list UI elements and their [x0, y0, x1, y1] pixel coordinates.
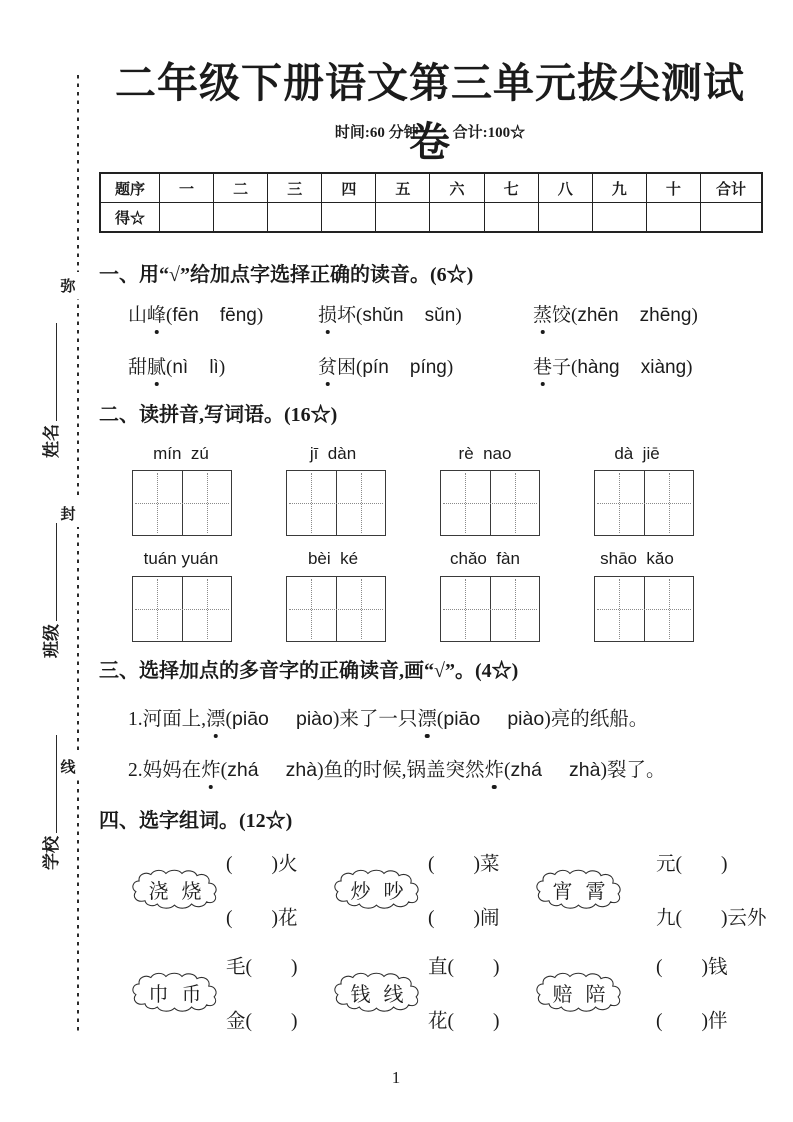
seal-char: 线	[53, 753, 83, 780]
pinyin-word-label: rè nao	[458, 444, 512, 463]
choice-blanks	[656, 951, 728, 1033]
choice-char: 币	[181, 983, 202, 1006]
score-col-11: 合计	[701, 173, 763, 203]
choice-char: 赔	[552, 983, 573, 1006]
total-score-label: 合计:100☆	[452, 125, 526, 141]
score-col-8: 八	[538, 173, 592, 203]
pronunciation-item: 蒸饺(zhēn zhēng)	[533, 300, 778, 327]
score-col-1: 一	[160, 173, 214, 203]
grid-cell	[490, 577, 540, 641]
grid-cell	[287, 471, 336, 535]
choice-blank-bottom: ( )闹	[428, 908, 500, 929]
word-choice-group	[332, 845, 534, 933]
grid-cell	[133, 577, 182, 641]
choice-blank-top: 毛( )	[226, 957, 298, 978]
score-empty-cell	[592, 203, 646, 233]
dotted-char: 炸	[201, 754, 221, 782]
pinyin-word-label: bèi ké	[307, 549, 359, 568]
score-col-10: 十	[646, 173, 700, 203]
seal-char: 弥	[53, 272, 83, 299]
choice-char: 钱	[350, 983, 371, 1006]
section-one-heading: 一、用“√”给加点字选择正确的读音。(6☆)	[99, 264, 474, 286]
pronunciation-item: 山峰(fēn fēng)	[128, 300, 318, 327]
pinyin-word-label: tuán yuán	[143, 549, 219, 568]
plain-char: 饺	[552, 305, 572, 326]
choice-char: 炒	[350, 880, 371, 903]
sentence-text: (	[436, 709, 444, 730]
page-title: 二年级下册语文第三单元拔尖测试卷	[115, 60, 745, 165]
score-col-4: 四	[322, 173, 376, 203]
page-number: 1	[391, 1068, 401, 1087]
sentence-text: )亮的纸船。	[544, 709, 649, 730]
word-choice-group	[130, 845, 332, 933]
score-empty-cell	[160, 203, 214, 233]
writing-grid	[594, 470, 694, 536]
plain-char: 山	[128, 305, 148, 326]
cloud-characters	[534, 961, 624, 1023]
cloud-shape	[332, 858, 422, 920]
choice-char: 巾	[148, 983, 169, 1006]
plain-char: 子	[552, 357, 572, 378]
score-empty-cell	[701, 203, 763, 233]
cloud-characters	[332, 858, 422, 920]
cloud-characters	[130, 961, 220, 1023]
pinyin-word-label: shāo kǎo	[600, 549, 674, 568]
grid-cell	[490, 471, 540, 535]
choice-blank-top: ( )钱	[656, 957, 728, 978]
choice-blank-bottom: ( )伴	[656, 1011, 728, 1032]
choice-blank-top: 元( )	[656, 854, 728, 875]
sentence-text: 1.河面上,	[128, 709, 207, 730]
section-one-items	[128, 300, 778, 379]
writing-grids-row-1	[132, 470, 772, 536]
pinyin-options: zhá zhà	[510, 759, 601, 781]
cloud-characters	[332, 961, 422, 1023]
dotted-char: 漂	[417, 703, 437, 731]
choice-blank-top: 直( )	[428, 957, 500, 978]
word-choice-group	[534, 845, 767, 933]
pinyin-word-label: jī dàn	[309, 444, 357, 463]
pinyin-options: zhēn zhēng	[577, 305, 692, 326]
field-label: 姓名	[42, 424, 61, 458]
dotted-char: 峰	[147, 300, 166, 327]
choice-char: 烧	[181, 880, 202, 903]
choice-blank-top: ( )菜	[428, 854, 500, 875]
cloud-shape	[332, 961, 422, 1023]
cloud-shape	[130, 858, 220, 920]
cloud-shape	[534, 961, 624, 1023]
grid-cell	[595, 577, 644, 641]
score-empty-cell	[376, 203, 430, 233]
pinyin-word-label: mín zú	[153, 444, 209, 463]
cloud-shape	[534, 858, 624, 920]
writing-grid	[286, 470, 386, 536]
plain-char: 甜	[128, 357, 148, 378]
score-row-label: 得☆	[100, 203, 160, 233]
pronunciation-item: 贫困(pín píng)	[318, 352, 533, 379]
pinyin-labels-row-1	[132, 444, 772, 464]
choice-char: 吵	[383, 880, 404, 903]
score-empty-cell	[484, 203, 538, 233]
pronunciation-item: 巷子(hàng xiàng)	[533, 352, 778, 379]
score-empty-cell	[538, 203, 592, 233]
pronunciation-item: 甜腻(nì lì)	[128, 352, 318, 379]
grid-cell	[182, 471, 232, 535]
field-label: 班级	[42, 624, 61, 658]
cloud-groups-row-1	[130, 845, 790, 933]
grid-cell	[595, 471, 644, 535]
choice-blank-bottom: ( )花	[226, 908, 298, 929]
pinyin-options: shǔn sǔn	[362, 305, 456, 326]
dotted-char: 巷	[533, 352, 552, 379]
writing-grid	[132, 576, 232, 642]
pinyin-word-label: chǎo fàn	[450, 549, 520, 568]
choice-blanks	[226, 848, 298, 930]
pinyin-labels-row-2	[132, 549, 772, 569]
cloud-characters	[534, 858, 624, 920]
section-three-sentence-1	[128, 703, 788, 731]
paper-subtitle	[96, 121, 764, 142]
pronunciation-item: 损坏(shǔn sǔn)	[318, 300, 533, 327]
score-table-corner: 题序	[100, 173, 160, 203]
sentence-text: (	[220, 760, 228, 781]
choice-char: 陪	[585, 983, 606, 1006]
field-blank-line	[41, 323, 57, 421]
section-two-heading: 二、读拼音,写词语。(16☆)	[99, 404, 338, 426]
section-four-heading: 四、选字组词。(12☆)	[99, 810, 293, 832]
sentence-text: (	[225, 709, 233, 730]
choice-blanks	[428, 848, 500, 930]
seal-dotted-line	[77, 75, 79, 1032]
field-blank-line	[41, 735, 57, 833]
dotted-char: 贫	[318, 352, 337, 379]
choice-char: 浇	[148, 880, 169, 903]
cloud-characters	[130, 858, 220, 920]
choice-blanks	[226, 951, 298, 1033]
word-choice-group	[130, 948, 332, 1036]
choice-blank-bottom: 花( )	[428, 1011, 500, 1032]
choice-blanks	[428, 951, 500, 1033]
cloud-groups-row-2	[130, 948, 790, 1036]
section-three-sentence-2	[128, 754, 788, 782]
score-col-9: 九	[592, 173, 646, 203]
word-choice-group	[534, 948, 736, 1036]
section-three-heading: 三、选择加点的多音字的正确读音,画“√”。(4☆)	[99, 660, 519, 682]
score-col-7: 七	[484, 173, 538, 203]
pinyin-options: piāo piào	[443, 708, 545, 730]
dotted-char: 漂	[206, 703, 226, 731]
grid-cell	[644, 577, 694, 641]
pinyin-options: hàng xiàng	[577, 357, 687, 378]
score-table	[99, 172, 763, 233]
field-班级	[37, 498, 59, 658]
choice-char: 线	[383, 983, 404, 1006]
grid-cell	[133, 471, 182, 535]
plain-char: 困	[337, 357, 357, 378]
choice-blank-top: ( )火	[226, 854, 298, 875]
sentence-text: )来了一只	[332, 709, 418, 730]
field-学校	[37, 710, 59, 870]
grid-cell	[336, 471, 386, 535]
pinyin-options: pín píng	[362, 357, 447, 378]
choice-blanks	[656, 848, 767, 930]
pinyin-options: piāo piào	[232, 708, 333, 730]
pinyin-word-label: dà jiē	[614, 444, 660, 463]
dotted-char: 损	[318, 300, 337, 327]
choice-blank-bottom: 金( )	[226, 1011, 298, 1032]
writing-grids-row-2	[132, 576, 772, 642]
score-col-5: 五	[376, 173, 430, 203]
choice-char: 宵	[552, 880, 573, 903]
dotted-char: 蒸	[533, 300, 552, 327]
pinyin-options: zhá zhà	[227, 759, 318, 781]
grid-cell	[441, 577, 490, 641]
grid-cell	[441, 471, 490, 535]
score-empty-cell	[322, 203, 376, 233]
score-empty-cell	[214, 203, 268, 233]
writing-grid	[132, 470, 232, 536]
score-col-2: 二	[214, 173, 268, 203]
choice-blank-bottom: 九( )云外	[656, 908, 767, 929]
writing-grid	[440, 576, 540, 642]
sentence-text: )鱼的时候,锅盖突然	[317, 760, 485, 781]
plain-char: 坏	[337, 305, 357, 326]
grid-cell	[644, 471, 694, 535]
word-choice-group	[332, 948, 534, 1036]
score-table-header-row	[100, 173, 762, 203]
score-col-3: 三	[268, 173, 322, 203]
writing-grid	[440, 470, 540, 536]
score-empty-cell	[268, 203, 322, 233]
writing-grid	[594, 576, 694, 642]
sentence-text: )裂了。	[600, 760, 666, 781]
cloud-shape	[130, 961, 220, 1023]
score-col-6: 六	[430, 173, 484, 203]
field-blank-line	[41, 523, 57, 621]
score-empty-cell	[430, 203, 484, 233]
grid-cell	[182, 577, 232, 641]
pinyin-options: nì lì	[172, 357, 219, 378]
seal-char: 封	[53, 500, 83, 527]
grid-cell	[287, 577, 336, 641]
score-empty-cell	[646, 203, 700, 233]
field-label: 学校	[42, 836, 61, 870]
time-label: 时间:60 分钟	[334, 125, 419, 141]
grid-cell	[336, 577, 386, 641]
choice-char: 霄	[585, 880, 606, 903]
sentence-text: (	[504, 760, 511, 781]
sentence-text: 2.妈妈在	[128, 760, 202, 781]
writing-grid	[286, 576, 386, 642]
dotted-char: 腻	[147, 352, 166, 379]
field-姓名	[37, 298, 59, 458]
score-table-score-row	[100, 203, 762, 233]
dotted-char: 炸	[485, 754, 505, 782]
pinyin-options: fēn fēng	[172, 305, 257, 326]
